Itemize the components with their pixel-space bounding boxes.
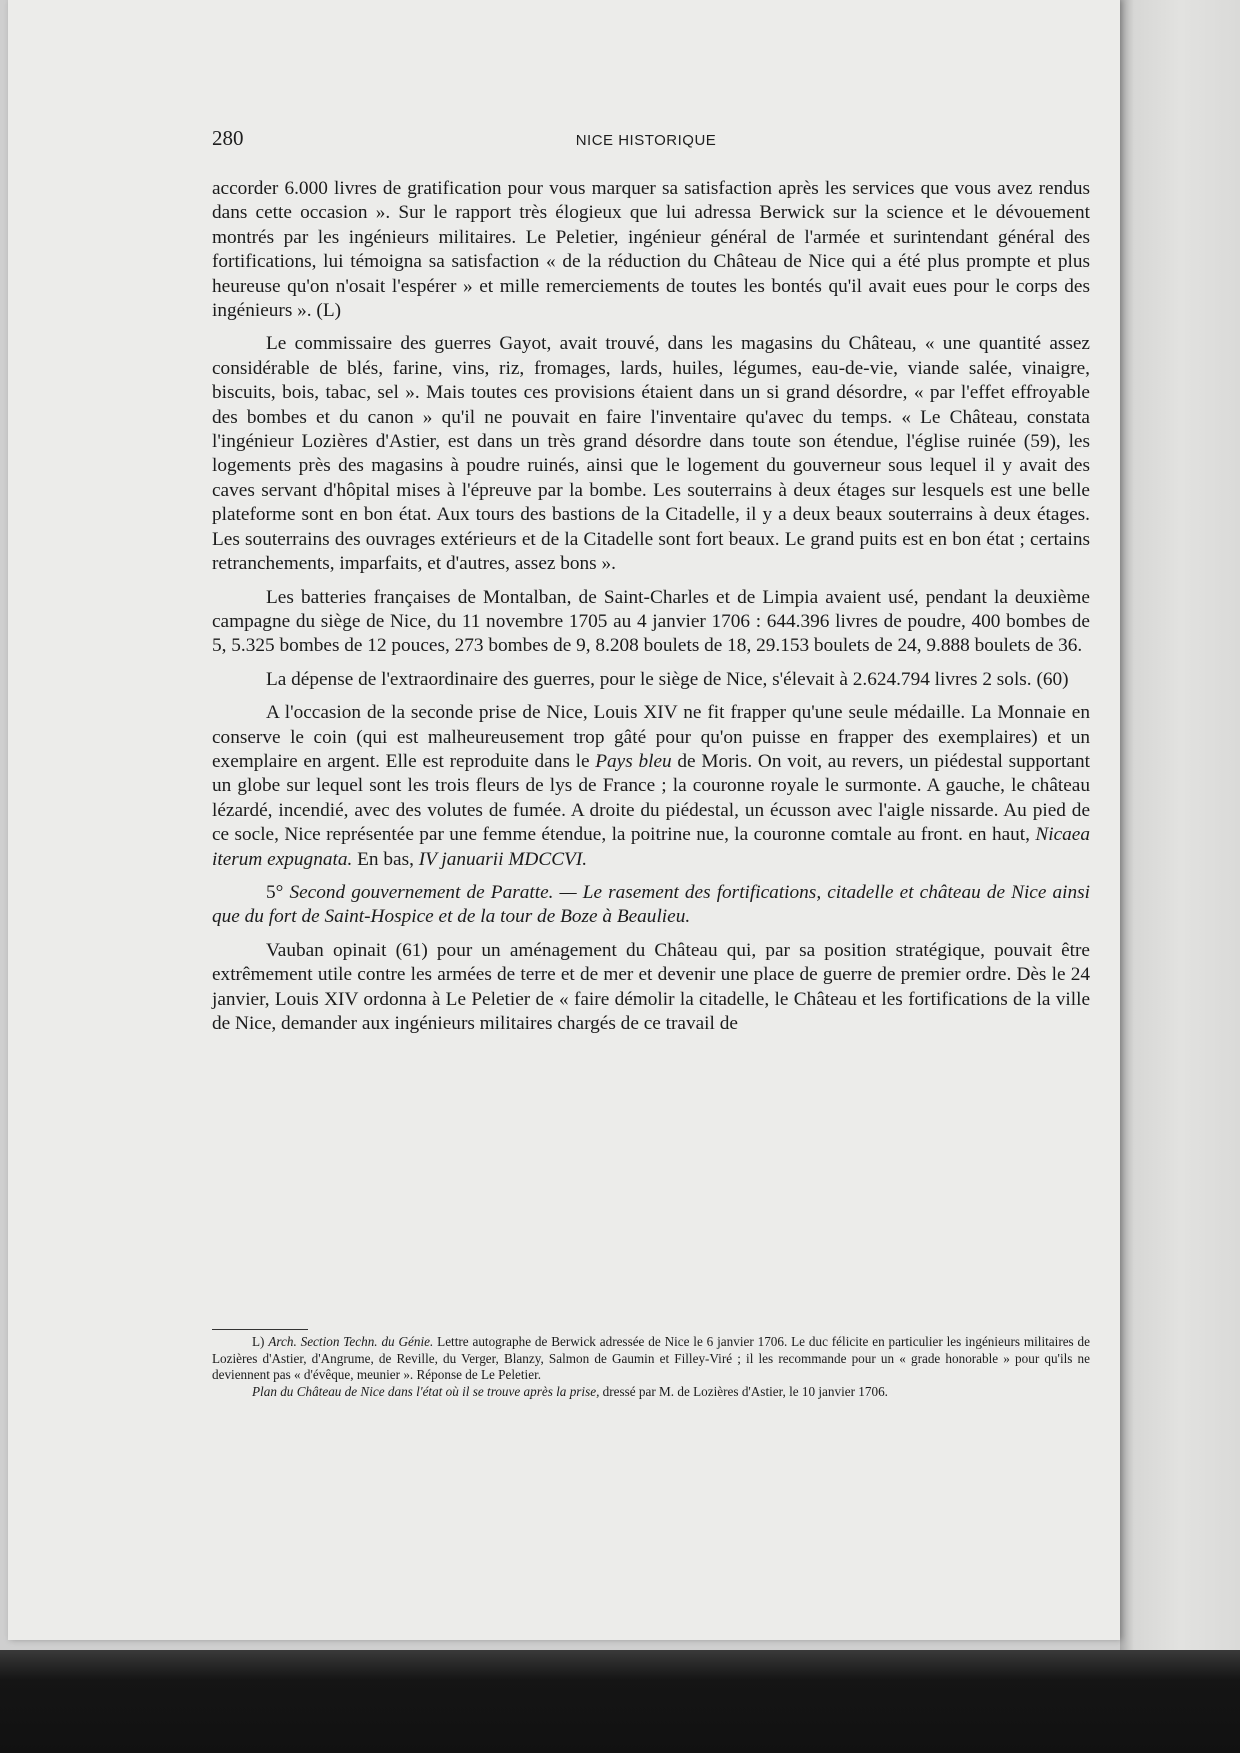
book-title-pays-bleu: Pays bleu <box>595 750 672 772</box>
footnote-label: L) <box>252 1334 265 1349</box>
footnote-divider <box>212 1329 308 1330</box>
section-heading <box>212 881 1090 930</box>
footnote-plan <box>212 1384 1090 1401</box>
paragraph-5-text-a: A l'occasion de la seconde prise de Nice, Louis XIV ne fit frapper qu'une seule médaille. La Monnaie en conserve le coin (qui est malheureusement trop gâté pour qu'on puisse en frapper des exemplaires) et un exemplaire en argent. Elle est reproduite dans le <box>212 702 1090 772</box>
section-number: 5° <box>266 881 284 903</box>
paragraph-5-text-b: de Moris. On voit, au revers, un piédestal supportant un globe sur lequel sont les trois fleurs de lys de France ; la couronne royale le surmonte. A gauche, le château lézardé, incendié, avec des volutes de fumée. A droite du piédestal, un écusson avec l'aigle nissarde. Au pied de ce socle, Nice représentée par une femme étendue, la poitrine nue, la couronne comtale au front. en haut, <box>212 750 1090 846</box>
page-number: 280 <box>212 126 244 150</box>
paragraph-6: Vauban opinait (61) pour un aménagement du Château qui, par sa position stratégique, pouvait être extrêmement utile contre les armées de terre et de mer et devenir une place de guerre de premier ordre. Dès le 24 janvier, Louis XIV ordonna à Le Peletier de « faire démolir la citadelle, le Château et les fortifications de la ville de Nice, demander aux ingénieurs militaires chargés de ce travail de <box>212 939 1090 1034</box>
page-header <box>206 126 1086 154</box>
paragraph-1: accorder 6.000 livres de gratification pour vous marquer sa satisfaction après les services que vous avez rendus dans cette occasion ». Sur le rapport très élogieux que lui adressa Berwick sur la science et le dévouement montrés par les ingénieurs militaires. Le Peletier, ingénieur général de l'armée et surintendant général des fortifications, lui témoigna sa satisfaction « de la réduction du Château de Nice qui a été plus prompte et plus heureuse qu'on n'osait l'espérer » et mille remerciements de toutes les bontés qu'il avait eues pour le corps des ingénieurs ». (L) <box>212 178 1090 322</box>
scanner-shadow <box>0 1650 1240 1753</box>
paragraph-5-text-c: En bas, <box>352 848 419 870</box>
medal-inscription-top: Nicaea iterum expugnata. <box>212 824 1090 870</box>
paragraph-2: Le commissaire des guerres Gayot, avait trouvé, dans les magasins du Château, « une quantité assez considérable de blés, farine, vins, riz, fromages, lards, huiles, légumes, eau-de-vie, viande salée, vinaigre, biscuits, bois, tabac, sel ». Mais toutes ces provisions étaient dans un si grand désordre, « par l'effet effroyable des bombes et du canon » qu'il ne pouvait en faire l'inventaire qu'avec du temps. « Le Château, constata l'ingénieur Lozières d'Astier, est dans un très grand désordre dans toute son étendue, l'église ruinée (59), les logements près des magasins à poudre ruinés, ainsi que le logement du gouverneur sous lequel il y avait des caves servant d'hôpital mises à l'épreuve par la bombe. Les souterrains à deux étages sur lesquels est une belle plateforme sont en bon état. Aux tours des bastions de la Citadelle, il y a deux beaux souterrains à deux étages. Les souterrains des ouvrages extérieurs et de la Citadelle sont fort beaux. Le grand puits est en bon état ; certains retranchements, imparfaits, et d'autres, assez bons ». <box>212 333 1090 575</box>
footnote-plan-title: Plan du Château de Nice dans l'état où il se trouve après la prise, <box>252 1383 600 1399</box>
medal-inscription-bottom: IV januarii MDCCVI. <box>418 848 588 870</box>
running-title: NICE HISTORIQUE <box>575 132 717 149</box>
footnote-l <box>212 1334 1090 1384</box>
paragraph-4: La dépense de l'extraordinaire des guerres, pour le siège de Nice, s'élevait à 2.624.794 livres 2 sols. (60) <box>266 668 1069 690</box>
facing-page-edge <box>1120 0 1240 1650</box>
section-title: Second gouvernement de Paratte. — Le rasement des fortifications, citadelle et château de Nice ainsi que du fort de Saint-Hospice et de la tour de Boze à Beaulieu. <box>212 881 1091 928</box>
footnote-plan-text: dressé par M. de Lozières d'Astier, le 10 janvier 1706. <box>599 1383 888 1399</box>
paragraph-5 <box>212 701 1090 872</box>
footnotes <box>212 1334 1090 1400</box>
body-text <box>212 177 1090 1045</box>
paragraph-3: Les batteries françaises de Montalban, de Saint-Charles et de Limpia avaient usé, pendant la deuxième campagne du siège de Nice, du 11 novembre 1705 au 4 janvier 1706 : 644.396 livres de poudre, 400 bombes de 5, 5.325 bombes de 12 pouces, 273 bombes de 9, 8.208 boulets de 18, 29.153 boulets de 24, 9.888 boulets de 36. <box>212 586 1090 657</box>
footnote-text: Lettre autographe de Berwick adressée de Nice le 6 janvier 1706. Le duc félicite en particulier les ingénieurs militaires de Lozières d'Astier, d'Angrume, de Reville, du Verger, Blanzy, Salmon de Gaumin et Filley-Viré ; il les recommande pour un « grade honorable » pour qu'ils ne deviennent pas « d'évêque, meunier ». Réponse de Le Peletier. <box>212 1334 1090 1383</box>
footnote-source: Arch. Section Techn. du Génie. <box>268 1334 434 1349</box>
